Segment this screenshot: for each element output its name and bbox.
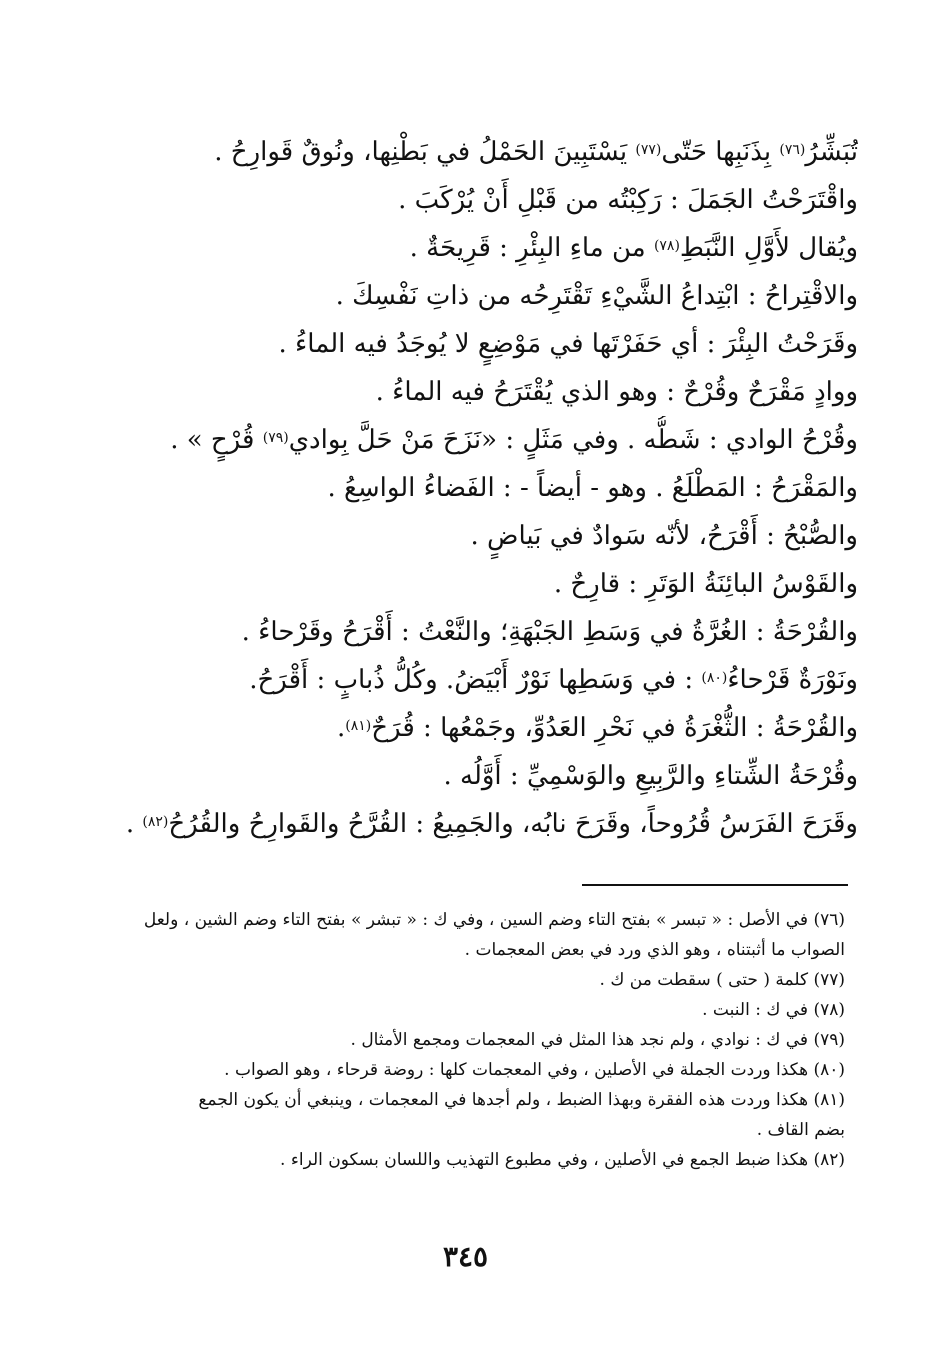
text-line (120, 608, 858, 656)
text-line (120, 368, 858, 416)
footnote-number: (٨٠) (813, 1060, 845, 1080)
footnote-text: في ك : نوادي ، ولم نجد هذا المثل في المعجمات ومجمع الأمثال . (350, 1030, 809, 1050)
text-segment: بِذَنَبِها حَتّى (661, 137, 780, 167)
text-line (120, 704, 858, 752)
footnote-ref: (٧٩) (262, 430, 289, 446)
footnote-text: في ك : النبت . (702, 1000, 809, 1020)
text-line (120, 224, 858, 272)
footnote-number: (٧٨) (813, 1000, 845, 1020)
footnote (120, 995, 845, 1025)
text-line (120, 416, 858, 464)
text-line (120, 320, 858, 368)
footnote-separator (582, 884, 848, 886)
text-segment: والقَوْسُ البائِنَةُ الوَتَرِ : قارِحٌ . (553, 569, 858, 599)
footnote-number: (٧٩) (813, 1030, 845, 1050)
text-line (120, 464, 858, 512)
text-segment: وقَرَحْتُ البِئْرَ : أي حَفَرْتَها في مَوْضِعٍ لا يُوجَدُ فيه الماءُ . (278, 329, 858, 359)
footnote-text: كلمة ( حتى ) سقطت من ك . (599, 970, 809, 990)
footnote-text: هكذا وردت هذه الفقرة وبهذا الضبط ، ولم أجدها في المعجمات ، وينبغي أن يكون الجمع (198, 1090, 809, 1110)
footnote-number: (٧٦) (813, 910, 845, 930)
text-segment: والقُرْحَةُ : الثُّغْرَةُ في نَحْرِ العَدُوِّ، وجَمْعُها : قُرَحٌ (371, 713, 858, 743)
text-segment: تُبَشِّرُ (805, 137, 858, 167)
footnote (120, 965, 845, 995)
text-segment: ووادٍ مَقْرَحٌ وقُرْحٌ : وهو الذي يُقْتَرَحُ فيه الماءُ . (375, 377, 858, 407)
text-segment: والقُرْحَةُ : الغُرَّةُ في وَسَطِ الجَبْهَةِ؛ والنَّعْتُ : أَقْرَحُ وقَرْحاءُ . (241, 617, 858, 647)
footnote-ref: (٧٧) (635, 142, 662, 158)
text-line (120, 128, 858, 176)
text-line (120, 560, 858, 608)
text-segment: . (125, 809, 143, 839)
footnote-ref: (٧٨) (653, 238, 680, 254)
footnote-number: (٨٢) (813, 1150, 845, 1170)
text-line (120, 752, 858, 800)
text-segment: من ماءِ البِئْرِ : قَرِيحَةٌ . (409, 233, 654, 263)
footnote-continuation: الصواب ما أثبتناه ، وهو الذي ورد في بعض المعجمات . (464, 940, 845, 960)
main-text-body (120, 128, 858, 848)
footnotes-section (120, 905, 845, 1175)
page-number: ٣٤٥ (442, 1240, 489, 1273)
footnote-ref: (٨١) (345, 718, 372, 734)
text-segment: واقْتَرَحْتُ الجَمَلَ : رَكِبْتُه من قَبْلِ أَنْ يُرْكَبَ . (398, 185, 858, 215)
text-segment: ويُقال لأَوَّلِ النَّبَطِ (679, 233, 858, 263)
text-line (120, 176, 858, 224)
text-segment: قُرْحٍ » . (170, 425, 263, 455)
text-segment: وقَرَحَ الفَرَسُ قُرُوحاً، وقَرَحَ نابُه، والجَمِيعُ : القُرَّحُ والقَوارِحُ والقُرُحُ (168, 809, 858, 839)
footnote-continuation: بضم القاف . (756, 1120, 845, 1140)
footnote (120, 1085, 845, 1145)
footnote-number: (٧٧) (813, 970, 845, 990)
text-segment: والاقْتِراحُ : ابْتِداعُ الشَّيْءِ تَقْتَرِحُه من ذاتِ نَفْسِكَ . (335, 281, 858, 311)
text-line (120, 656, 858, 704)
footnote (120, 1025, 845, 1055)
footnote-number: (٨١) (813, 1090, 845, 1110)
footnote (120, 1145, 845, 1175)
footnote-ref: (٨٠) (701, 670, 728, 686)
text-line (120, 800, 858, 848)
footnote-text: هكذا ضبط الجمع في الأصلين ، وفي مطبوع التهذيب واللسان بسكون الراء . (280, 1150, 809, 1170)
text-segment: وقُرْحَةُ الشِّتاءِ والرَّبِيعِ والوَسْمِيِّ : أَوَّلُه . (443, 761, 858, 791)
text-segment: يَسْتَبِينَ الحَمْلُ في بَطْنِها، ونُوقٌ قَوارِحُ . (214, 137, 636, 167)
footnote-ref: (٨٢) (142, 814, 169, 830)
text-segment: . (336, 713, 346, 743)
text-line (120, 512, 858, 560)
footnote-ref: (٧٦) (779, 142, 806, 158)
text-segment: ونَوْرَةٌ قَرْحاءُ (727, 665, 858, 695)
text-segment: وقُرْحُ الوادي : شَطُّه . وفي مَثَلٍ : «نَزَحَ مَنْ حَلَّ بِوادي (288, 425, 858, 455)
text-segment: : في وَسَطِها نَوْرٌ أَبْيَضُ. وكُلُّ ذُبابٍ : أَقْرَحُ. (249, 665, 702, 695)
text-line (120, 272, 858, 320)
footnote-text: في الأصل : « تبسر » بفتح التاء وضم السين ، وفي ك : « تبشر » بفتح التاء وضم الشين ، ولعل (143, 910, 809, 930)
footnote-text: هكذا وردت الجملة في الأصلين ، وفي المعجمات كلها : روضة قرحاء ، وهو الصواب . (224, 1060, 809, 1080)
footnote (120, 1055, 845, 1085)
text-segment: والمَقْرَحُ : المَطْلَعُ . وهو - أيضاً - : الفَضاءُ الواسِعُ . (327, 473, 858, 503)
footnote (120, 905, 845, 965)
text-segment: والصُّبْحُ : أَقْرَحُ، لأنّه سَوادٌ في بَياضٍ . (470, 521, 858, 551)
